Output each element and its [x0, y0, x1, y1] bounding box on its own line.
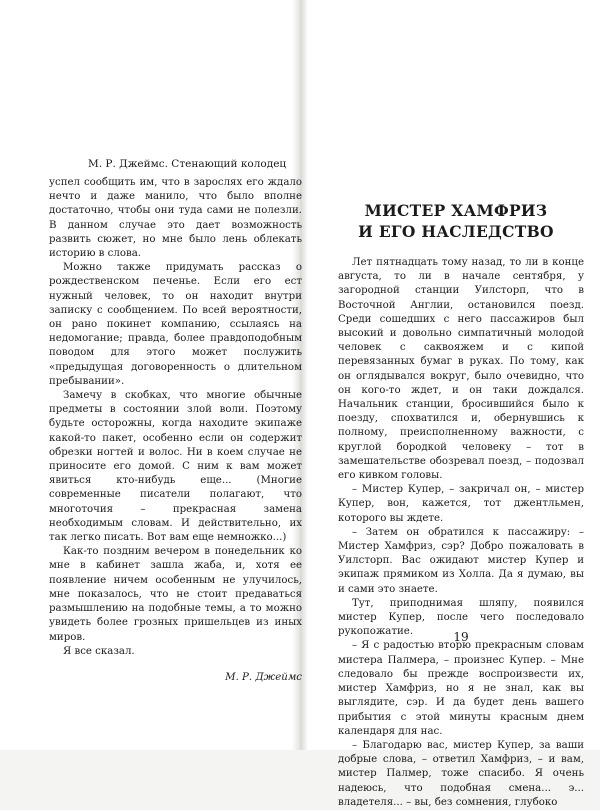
running-head: М. Р. Джеймс. Стенающий колодец [88, 158, 287, 170]
right-paragraph-1: Лет пятнадцать тому назад, то ли в конце августа, то ли в начале сентября, у загородной станции Уилсторп, что в Восточной Англии, остановился поезд. Среди сошедших с него пассажиров был высокий и довольно симпатичный молодой человек с саквояжем и с кипой перевязанных бумаг в руках. По тому, как он оглядывался вокруг, было очевидно, что он кого-то ждет, и он таки дождался. Начальник станции, бросившийся было к поезду, спохватился и, обернувшись к полному, преисполненному важности, с круглой бородкой человеку – тот в замешательстве обозревал поезд, – подозвал его кивком головы. [338, 257, 584, 482]
page-number: 19 [453, 630, 469, 644]
left-paragraph-4: Как-то поздним вечером в понедельник ко мне в кабинет зашла жаба, и, хотя ее появление ничем особенным не улучилось, мне показалось, что не стоит предаваться размышлению на подобные темы, а то можно увидеть более грозных пришельцев из иных миров. [49, 546, 302, 643]
right-paragraph-3: – Затем он обратился к пассажиру: – Мистер Хамфриз, сэр? Добро пожаловать в Уилсторп. Вас ожидают мистер Купер и экипаж прямиком из Холла. Да я думаю, вы и сами это знаете. [338, 526, 584, 595]
chapter-title [338, 200, 574, 242]
left-page-text [49, 176, 302, 685]
left-paragraph-1: успел сообщить им, что в зарослях его ждало нечто и даже манило, что было вполне достаточно, чтобы они туда сами не полезли. В данном случае это дает возможность развить сюжет, но мне было лень облекать историю в слова. [49, 177, 302, 260]
right-paragraph-2: – Мистер Купер, – закричал он, – мистер Купер, вон, кажется, тот джентльмен, которого вы ждете. [338, 484, 584, 524]
chapter-title-line-2: И ЕГО НАСЛЕДСТВО [358, 222, 554, 241]
chapter-title-line-1: МИСТЕР ХАМФРИЗ [364, 201, 548, 220]
left-paragraph-3: Замечу в скобках, что многие обычные предметы в состоянии злой воли. Поэтому будьте осторожны, когда находите экипаже какой-то пакет, особенно если он содержит обрезки ногтей и волос. Ни в коем случае не приносите его домой. С ним к вам может явиться кто-нибудь еще... (Многие современные писатели полагают, что многоточия – прекрасная замена необходимым словам. И действительно, их так легко писать. Вот вам еще немножко...) [49, 390, 302, 544]
author-signature: М. Р. Джеймс [225, 671, 302, 683]
right-page-text [338, 256, 584, 810]
right-paragraph-6: – Благодарю вас, мистер Купер, за ваши добрые слова, – ответил Хамфриз, – и вам, мистер Палмер, тоже спасибо. Я очень надеюсь, что подобная смена... э... владетеля... – вы, без сомнения, глубоко [338, 739, 584, 808]
right-paragraph-4: Тут, приподнимая шляпу, появился мистер Купер, после чего последовало рукопожатие. [338, 597, 584, 638]
left-paragraph-2: Можно также придумать рассказ о рождественском печенье. Если его ест нужный человек, то он находит внутри записку с сообщением. По всей вероятности, он рано покинет компанию, ссылаясь на недомогание; правда, более правдоподобным поводом для этого может послужить «предыдущая договоренность о длительном пребывании». [49, 262, 302, 387]
closing-line: Я все сказал. [63, 645, 135, 657]
right-paragraph-5: – Я с радостью вторю прекрасным словам мистера Палмера, – произнес Купер. – Мне следовало бы прежде воспроизвести их, мистер Хамфриз, но я не знал, как вы выглядите, сэр. И да будет день вашего прибытия с этой минуты красным днем календаря для нас. [338, 640, 584, 737]
